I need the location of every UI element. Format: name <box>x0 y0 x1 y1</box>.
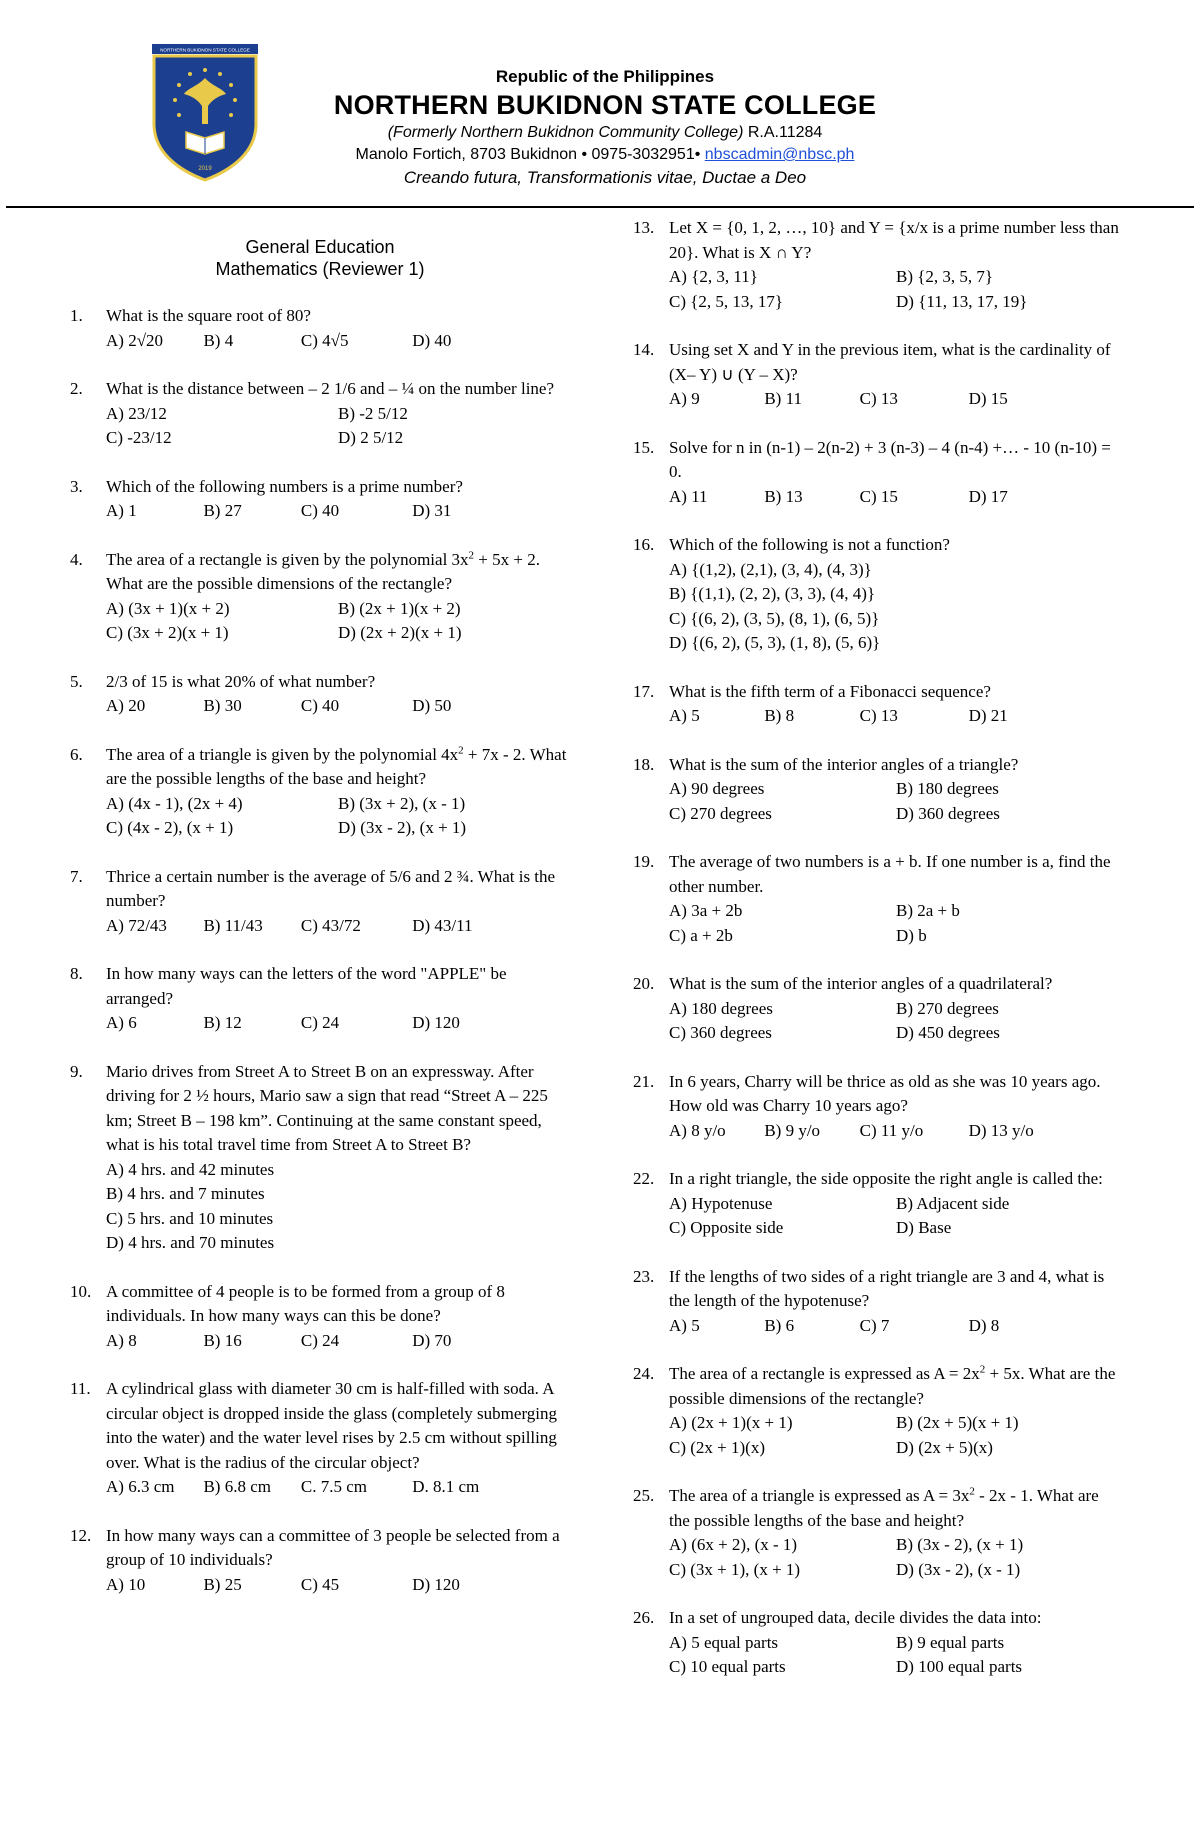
question-item <box>633 753 1123 827</box>
answer-choices <box>106 1573 570 1598</box>
question-text <box>669 1606 1123 1631</box>
question-text <box>669 972 1123 997</box>
answer-choice: A) (6x + 2), (x - 1) <box>669 1535 798 1554</box>
question-text <box>106 548 570 597</box>
answer-choice: C) (2x + 1)(x) <box>669 1437 765 1457</box>
question-text-part: In how many ways can the letters of the word "APPLE" be arranged? <box>106 964 507 1008</box>
answer-choice: B) -2 5/12 <box>338 403 408 423</box>
question-item <box>633 1167 1123 1241</box>
answer-choice: C) 10 equal parts <box>669 1657 786 1676</box>
answer-choice: B) 13 <box>764 486 803 506</box>
answer-choices <box>669 1119 1123 1144</box>
header-divider <box>6 206 1194 208</box>
question-number: 1. <box>70 306 83 325</box>
question-item <box>633 533 1123 656</box>
answer-choice: D) 120 <box>412 1013 460 1032</box>
answer-choice: D) (3x - 2), (x - 1) <box>896 1559 1021 1579</box>
answer-choice: B) {2, 3, 5, 7} <box>896 267 994 286</box>
question-text <box>669 680 1123 705</box>
question-number: 12. <box>70 1525 92 1545</box>
question-number: 11. <box>70 1379 91 1398</box>
answer-choice: D) 31 <box>412 501 452 520</box>
answer-choice: A) {2, 3, 11} <box>669 267 758 286</box>
answer-choice: D) 50 <box>412 696 452 715</box>
question-text-part: What is the square root of 80? <box>106 306 311 325</box>
answer-choices <box>106 597 570 646</box>
question-item <box>633 850 1123 948</box>
answer-choices <box>106 1011 570 1036</box>
answer-choice: C) 360 degrees <box>669 1023 772 1042</box>
answer-choice: D) {11, 13, 17, 19} <box>896 291 1028 311</box>
answer-choice: B) 11/43 <box>203 915 263 935</box>
question-text <box>669 753 1123 778</box>
answer-choice: C) 40 <box>300 501 340 520</box>
question-text <box>669 1070 1123 1119</box>
question-item <box>633 972 1123 1046</box>
answer-choice: B) 4 <box>203 330 234 350</box>
answer-choice: D) {(6, 2), (5, 3), (1, 8), (5, 6)} <box>669 633 881 652</box>
question-item <box>70 1280 570 1354</box>
answer-choice: B) 11 <box>764 389 802 408</box>
answer-choice: B) Adjacent side <box>896 1193 1010 1213</box>
title-line-1: General Education <box>245 237 395 257</box>
question-number: 25. <box>633 1486 655 1505</box>
question-text <box>669 1167 1123 1192</box>
answer-choice: D) 100 equal parts <box>896 1657 1023 1676</box>
answer-choices <box>669 1192 1123 1241</box>
question-text <box>106 475 570 500</box>
title-line-2: Mathematics (Reviewer 1) <box>215 259 425 279</box>
question-item <box>70 1524 570 1598</box>
institution-block <box>325 66 885 189</box>
question-text <box>106 670 570 695</box>
question-text-part: Let X = {0, 1, 2, …, 10} and Y = {x/x is a prime number less than 20}. What is X ∩ Y? <box>669 218 1119 262</box>
question-item <box>70 962 570 1036</box>
question-item <box>70 1060 570 1256</box>
answer-choice: C) (3x + 2)(x + 1) <box>106 623 229 642</box>
question-number: 3. <box>70 476 83 496</box>
answer-choice: B) 25 <box>203 1574 242 1594</box>
exponent: 2 <box>468 548 475 561</box>
answer-choices <box>106 914 570 939</box>
answer-choices <box>106 402 570 451</box>
answer-choice: A) (4x - 1), (2x + 4) <box>106 793 243 813</box>
question-text-part: The area of a rectangle is expressed as A = 2x <box>669 1364 980 1383</box>
question-item <box>633 436 1123 510</box>
question-text-part: The area of a triangle is given by the polynomial 4x <box>106 744 459 764</box>
answer-choices <box>669 1533 1123 1582</box>
answer-choice: C) Opposite side <box>669 1218 784 1237</box>
answer-choice: B) 9 equal parts <box>896 1632 1005 1652</box>
answer-choice: B) 6.8 cm <box>203 1477 271 1496</box>
exponent: 2 <box>969 1485 975 1498</box>
answer-choices <box>106 1329 570 1354</box>
answer-choice: B) (2x + 1)(x + 2) <box>338 598 461 618</box>
question-number: 7. <box>70 866 83 886</box>
answer-choice: D) 4 hrs. and 70 minutes <box>106 1233 275 1252</box>
college-motto: Creando futura, Transformationis vitae, Ductae a Deo <box>403 168 807 187</box>
answer-choice: D) 13 y/o <box>968 1120 1034 1140</box>
answer-choice: A) 180 degrees <box>669 998 773 1018</box>
answer-choice: B) 6 <box>764 1315 795 1335</box>
question-text-part: What is the sum of the interior angles of a triangle? <box>669 754 1019 774</box>
answer-choices <box>669 1411 1123 1460</box>
answer-choice: A) 6.3 cm <box>106 1477 175 1496</box>
answer-choice: A) {(1,2), (2,1), (3, 4), (4, 3)} <box>669 559 872 579</box>
question-text <box>106 377 570 402</box>
address-line <box>325 144 885 166</box>
question-number: 15. <box>633 437 655 457</box>
republic-line: Republic of the Philippines <box>495 67 715 86</box>
answer-choice: B) 4 hrs. and 7 minutes <box>106 1184 265 1203</box>
answer-choice: C) 270 degrees <box>669 803 772 823</box>
exponent: 2 <box>458 743 464 756</box>
question-item <box>70 304 570 353</box>
answer-choices <box>669 1314 1123 1339</box>
question-text <box>669 436 1123 485</box>
answer-choices <box>669 387 1123 412</box>
answer-choice: C) 43/72 <box>300 915 361 935</box>
answer-choices <box>669 777 1123 826</box>
question-text-part: - 2x - 1. What are the possible lengths of the base and height? <box>669 1486 1099 1530</box>
question-number: 6. <box>70 744 83 764</box>
question-number: 22. <box>633 1169 655 1188</box>
answer-choice: D) 43/11 <box>412 915 473 935</box>
question-item <box>633 338 1123 412</box>
answer-choice: A) 6 <box>106 1013 137 1032</box>
question-text-part: What is the distance between – 2 1/6 and – ¼ on the number line? <box>106 379 555 398</box>
answer-choices <box>106 1475 570 1500</box>
answer-choice: C) 40 <box>300 696 340 715</box>
answer-choice: B) 12 <box>203 1013 242 1032</box>
exponent: 2 <box>979 1363 986 1376</box>
answer-choices <box>669 899 1123 948</box>
answer-choice: A) 8 <box>106 1330 137 1350</box>
answer-choices <box>106 792 570 841</box>
answer-choice: C) {(6, 2), (3, 5), (8, 1), (6, 5)} <box>669 608 880 628</box>
answer-choice: D. 8.1 cm <box>412 1477 480 1496</box>
question-item <box>70 377 570 451</box>
question-text <box>669 338 1123 387</box>
answer-choice: A) 2√20 <box>106 330 164 350</box>
question-text-part: A cylindrical glass with diameter 30 cm is half-filled with soda. A circular object is dropped inside the glass (completely submerging into the water) and the water level rises by 2.5 cm without spilling over. What is the radius of the circular object? <box>106 1379 558 1472</box>
answer-choice: A) 5 <box>669 1315 700 1335</box>
address-text: Manolo Fortich, 8703 Bukidnon • 0975-3032951• <box>355 146 701 163</box>
question-text <box>669 1362 1123 1411</box>
question-text <box>669 1484 1123 1533</box>
question-item <box>70 670 570 719</box>
document-header <box>0 0 1200 210</box>
question-text-part: In how many ways can a committee of 3 people be selected from a group of 10 individuals? <box>106 1525 560 1569</box>
answer-choice: B) 30 <box>203 696 242 715</box>
answer-choice: C) a + 2b <box>669 925 733 945</box>
answer-choice: D) 450 degrees <box>896 1023 1000 1042</box>
answer-choice: C) (4x - 2), (x + 1) <box>106 818 234 837</box>
answer-choice: B) 2a + b <box>896 901 960 920</box>
answer-choice: D) 2 5/12 <box>338 428 404 447</box>
answer-choice: C) (3x + 1), (x + 1) <box>669 1559 801 1579</box>
answer-choice: C) 7 <box>859 1315 890 1335</box>
question-text-part: What is the fifth term of a Fibonacci sequence? <box>669 681 991 701</box>
question-text <box>106 1377 570 1475</box>
question-text-part: What is the sum of the interior angles of a quadrilateral? <box>669 974 1053 993</box>
answer-choice: B) 27 <box>203 501 242 520</box>
answer-choices <box>669 558 1123 656</box>
question-item <box>70 743 570 841</box>
answer-choice: B) (3x - 2), (x + 1) <box>896 1535 1024 1554</box>
question-text-part: Solve for n in (n-1) – 2(n-2) + 3 (n-3) – 4 (n-4) +… - 10 (n-10) = 0. <box>669 437 1111 481</box>
question-item <box>633 680 1123 729</box>
question-text-part: In 6 years, Charry will be thrice as old as she was 10 years ago. How old was Charry 10 years ago? <box>669 1071 1101 1115</box>
answer-choice: C) 13 <box>859 706 898 725</box>
question-text-part: In a set of ungrouped data, decile divides the data into: <box>669 1608 1042 1627</box>
answer-choice: C) -23/12 <box>106 428 172 447</box>
answer-choice: A) 11 <box>669 486 708 506</box>
question-number: 19. <box>633 852 655 871</box>
answer-choice: A) 72/43 <box>106 915 167 935</box>
answer-choice: A) 9 <box>669 389 700 408</box>
question-text-part: Thrice a certain number is the average of 5/6 and 2 ¾. What is the number? <box>106 866 556 910</box>
seal-name-text: NORTHERN BUKIDNON STATE COLLEGE <box>160 47 250 53</box>
answer-choice: A) 23/12 <box>106 403 167 423</box>
question-item <box>633 1484 1123 1582</box>
answer-choice: A) (3x + 1)(x + 2) <box>106 598 230 618</box>
question-text-part: Mario drives from Street A to Street B on an expressway. After driving for 2 ½ hours, Mario saw a sign that read “Street A – 225 km; Street B – 198 km”. Continuing at the same constant speed, what is his total travel time from Street A to Street B? <box>106 1061 548 1154</box>
answer-choice: C) 13 <box>859 389 898 408</box>
answer-choice: A) Hypotenuse <box>669 1193 773 1213</box>
question-text <box>669 216 1123 265</box>
question-number: 18. <box>633 754 655 774</box>
answer-choice: D) (3x - 2), (x + 1) <box>338 818 467 837</box>
question-text-part: The area of a rectangle is given by the polynomial 3x <box>106 549 469 569</box>
question-text-part: + 5x + 2. What are the possible dimensions of the rectangle? <box>106 549 540 593</box>
question-number: 13. <box>633 218 655 237</box>
answer-choice: D) (2x + 5)(x) <box>896 1437 993 1457</box>
question-item <box>70 548 570 646</box>
answer-choice: B) 270 degrees <box>896 998 999 1018</box>
answer-choice: B) 9 y/o <box>764 1120 821 1140</box>
question-text <box>106 304 570 329</box>
question-text <box>106 1524 570 1573</box>
question-item <box>633 1362 1123 1460</box>
answer-choice: D) 21 <box>968 706 1008 725</box>
question-number: 8. <box>70 964 83 983</box>
answer-choice: A) 10 <box>106 1574 146 1594</box>
answer-choice: A) 20 <box>106 696 146 715</box>
answer-choice: D) 360 degrees <box>896 803 1000 823</box>
question-number: 9. <box>70 1061 83 1081</box>
question-text-part: Which of the following numbers is a prime number? <box>106 476 463 496</box>
question-number: 5. <box>70 671 83 691</box>
answer-choice: A) (2x + 1)(x + 1) <box>669 1413 793 1432</box>
answer-choices <box>106 1158 570 1256</box>
college-name: NORTHERN BUKIDNON STATE COLLEGE <box>333 90 877 120</box>
answer-choice: C) 4√5 <box>300 330 349 350</box>
answer-choice: A) 3a + 2b <box>669 901 743 920</box>
email-link[interactable]: nbscadmin@nbsc.ph <box>704 146 855 163</box>
question-number: 10. <box>70 1281 92 1301</box>
answer-choices <box>669 997 1123 1046</box>
question-number: 4. <box>70 549 83 569</box>
answer-choice: D) (2x + 2)(x + 1) <box>338 623 462 642</box>
answer-choice: C) 24 <box>300 1330 340 1350</box>
answer-choice: A) 5 <box>669 706 700 725</box>
answer-choice: C. 7.5 cm <box>300 1477 367 1496</box>
question-text-part: 2/3 of 15 is what 20% of what number? <box>106 671 376 691</box>
question-text-part: If the lengths of two sides of a right triangle are 3 and 4, what is the length of the hypotenuse? <box>669 1266 1105 1310</box>
answer-choice: D) Base <box>896 1218 952 1237</box>
answer-choices <box>106 329 570 354</box>
question-text-part: A committee of 4 people is to be formed from a group of 8 individuals. In how many ways can this be done? <box>106 1281 505 1325</box>
answer-choice: C) {2, 5, 13, 17} <box>669 291 784 311</box>
answer-choice: B) {(1,1), (2, 2), (3, 3), (4, 4)} <box>669 584 876 603</box>
question-item <box>70 1377 570 1500</box>
answer-choice: A) 4 hrs. and 42 minutes <box>106 1159 275 1179</box>
question-number: 20. <box>633 974 655 993</box>
college-seal-icon <box>150 44 260 182</box>
question-text <box>669 533 1123 558</box>
answer-choices <box>106 694 570 719</box>
question-text-part: The area of a triangle is expressed as A = 3x <box>669 1486 970 1505</box>
question-number: 23. <box>633 1266 655 1286</box>
answer-choice: C) 15 <box>859 486 898 506</box>
question-text <box>106 743 570 792</box>
question-text <box>106 1280 570 1329</box>
answer-choices <box>669 485 1123 510</box>
answer-choices <box>106 499 570 524</box>
answer-choices <box>669 704 1123 729</box>
question-number: 17. <box>633 681 655 701</box>
answer-choice: C) 24 <box>300 1013 340 1032</box>
question-item <box>633 216 1123 314</box>
question-text-part: In a right triangle, the side opposite the right angle is called the: <box>669 1169 1103 1188</box>
answer-choice: D) 120 <box>412 1574 460 1594</box>
answer-choices <box>669 1631 1123 1680</box>
answer-choice: B) (3x + 2), (x - 1) <box>338 793 466 813</box>
question-text <box>106 962 570 1011</box>
question-text-part: + 7x - 2. What are the possible lengths of the base and height? <box>106 744 567 788</box>
answer-choice: C) 11 y/o <box>859 1120 924 1140</box>
reviewer-title <box>160 236 480 280</box>
answer-choice: A) 8 y/o <box>669 1120 726 1140</box>
question-item <box>633 1265 1123 1339</box>
answer-choice: A) 90 degrees <box>669 779 765 798</box>
questions-left-column <box>70 304 570 1621</box>
question-item <box>70 865 570 939</box>
question-number: 24. <box>633 1364 655 1383</box>
question-item <box>70 475 570 524</box>
answer-choice: C) 45 <box>300 1574 340 1594</box>
questions-right-column <box>633 216 1123 1704</box>
question-text-part: Which of the following is not a function? <box>669 535 950 554</box>
former-name: (Formerly Northern Bukidnon Community College) <box>387 124 744 141</box>
answer-choice: A) 5 equal parts <box>669 1632 779 1652</box>
answer-choice: D) b <box>896 925 927 945</box>
question-text <box>669 1265 1123 1314</box>
question-number: 26. <box>633 1608 655 1627</box>
answer-choice: D) 15 <box>968 389 1008 408</box>
question-item <box>633 1070 1123 1144</box>
answer-choice: B) 8 <box>764 706 795 725</box>
question-number: 21. <box>633 1071 655 1091</box>
question-text <box>106 1060 570 1158</box>
question-number: 14. <box>633 340 655 359</box>
answer-choice: A) 1 <box>106 501 137 520</box>
question-number: 2. <box>70 379 83 398</box>
answer-choice: B) 180 degrees <box>896 779 999 798</box>
question-text <box>669 850 1123 899</box>
answer-choices <box>669 265 1123 314</box>
question-text-part: The average of two numbers is a + b. If one number is a, find the other number. <box>669 852 1111 896</box>
question-text-part: + 5x. What are the possible dimensions of the rectangle? <box>669 1364 1116 1408</box>
ra-number: R.A.11284 <box>747 124 823 141</box>
seal-year-text: 2019 <box>198 166 212 172</box>
answer-choice: C) 5 hrs. and 10 minutes <box>106 1208 274 1228</box>
question-text <box>106 865 570 914</box>
question-item <box>633 1606 1123 1680</box>
answer-choice: B) 16 <box>203 1330 242 1350</box>
answer-choice: D) 8 <box>968 1315 1000 1335</box>
former-name-line <box>325 122 885 144</box>
answer-choice: D) 70 <box>412 1330 452 1350</box>
answer-choice: B) (2x + 5)(x + 1) <box>896 1413 1019 1432</box>
question-text-part: Using set X and Y in the previous item, what is the cardinality of (X– Y) ∪ (Y – X)? <box>669 340 1111 384</box>
answer-choice: D) 17 <box>968 486 1008 506</box>
answer-choice: D) 40 <box>412 330 452 350</box>
question-number: 16. <box>633 535 655 554</box>
